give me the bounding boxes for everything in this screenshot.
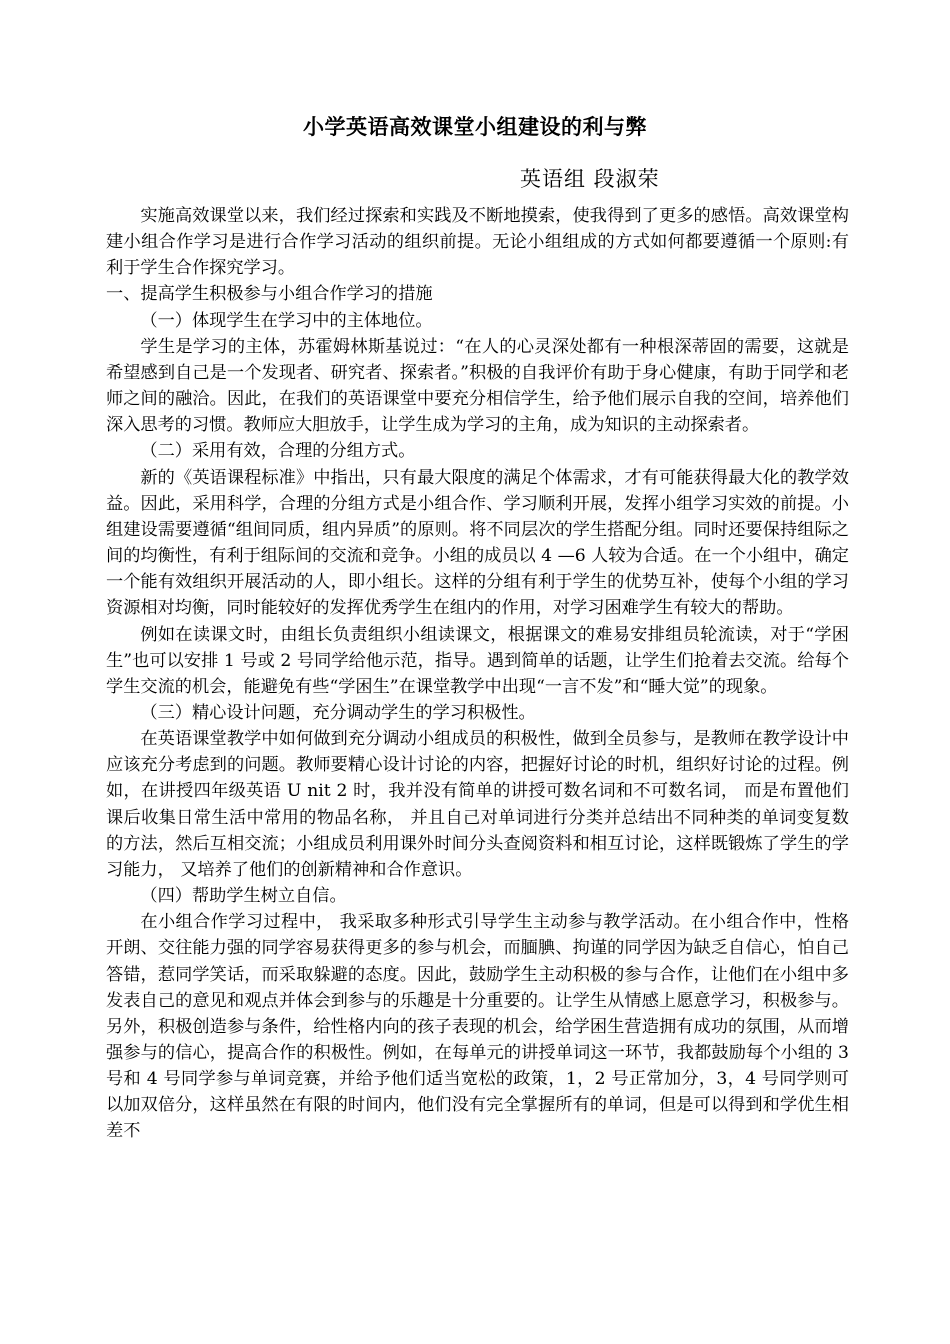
- document-body: [106, 203, 849, 1145]
- paragraph-4: 在小组合作学习过程中， 我采取多种形式引导学生主动参与教学活动。在小组合作中，性格开朗、交往能力强的同学容易获得更多的参与机会，而腼腆、拘谨的同学因为缺乏自信心，怕自己答错，惹同学笑话，而采取躲避的态度。因此，鼓励学生主动积极的参与合作，让他们在小组中多发表自己的意见和观点并体会到参与的乐趣是十分重要的。让学生从情感上愿意学习，积极参与。另外，积极创造参与条件，给性格内向的孩子表现的机会，给学困生营造拥有成功的氛围，从而增强参与的信心，提高合作的积极性。例如，在每单元的讲授单词这一环节，我都鼓励每个小组的 3 号和 4 号同学参与单词竞赛，并给予他们适当宽松的政策，1，2 号正常加分，3，4 号同学则可以加双倍分，这样虽然在有限的时间内，他们没有完全掌握所有的单词，但是可以得到和学优生相差不: [106, 912, 849, 1142]
- paragraph-2-example: 例如在读课文时，由组长负责组织小组读课文，根据课文的难易安排组员轮流读，对于“学困生”也可以安排 1 号或 2 号同学给他示范，指导。遇到简单的话题，让学生们抢着去交流。给每个学生交流的机会，能避免有些“学困生”在课堂教学中出现“一言不发”和“睡大觉”的现象。: [106, 624, 849, 697]
- document-author: 英语组 段淑荣: [520, 167, 660, 191]
- paragraph-3: 在英语课堂教学中如何做到充分调动小组成员的积极性，做到全员参与，是教师在教学设计中应该充分考虑到的问题。教师要精心设计讨论的内容，把握好讨论的时机，组织好讨论的过程。例如，在讲授四年级英语 U nit 2 时，我并没有简单的讲授可数名词和不可数名词， 而是布置他们课后收集日常生活中常用的物品名称， 并且自己对单词进行分类并总结出不同种类的单词变复数的方法，然后互相交流；小组成员利用课外时间分头查阅资料和相互讨论，这样既锻炼了学生的学习能力， 又培养了他们的创新精神和合作意识。: [106, 729, 849, 880]
- subheading-2: （二）采用有效，合理的分组方式。: [140, 441, 416, 462]
- document-title: 小学英语高效课堂小组建设的利与弊: [303, 114, 647, 139]
- paragraph-intro: 实施高效课堂以来，我们经过探索和实践及不断地摸索，使我得到了更多的感悟。高效课堂构建小组合作学习是进行合作学习活动的组织前提。无论小组组成的方式如何都要遵循一个原则:有利于学生合作探究学习。: [106, 206, 849, 279]
- paragraph-1: 学生是学习的主体，苏霍姆林斯基说过：“在人的心灵深处都有一种根深蒂固的需要，这就是希望感到自己是一个发现者、研究者、探索者。”积极的自我评价有助于身心健康，有助于同学和老师之间的融洽。因此，在我们的英语课堂中要充分相信学生，给予他们展示自我的空间，培养他们深入思考的习惯。教师应大胆放手，让学生成为学习的主角，成为知识的主动探索者。: [106, 336, 849, 436]
- subheading-3: （三）精心设计问题，充分调动学生的学习积极性。: [140, 702, 536, 723]
- subheading-1: （一）体现学生在学习中的主体地位。: [140, 310, 433, 331]
- section-heading-1: 一、提高学生积极参与小组合作学习的措施: [106, 284, 433, 305]
- subheading-4: （四）帮助学生树立自信。: [140, 886, 347, 907]
- paragraph-2: 新的《英语课程标准》中指出，只有最大限度的满足个体需求，才有可能获得最大化的教学效益。因此，采用科学，合理的分组方式是小组合作、学习顺利开展，发挥小组学习实效的前提。小组建设需要遵循“组间同质，组内异质”的原则。将不同层次的学生搭配分组。同时还要保持组际之间的均衡性，有利于组际间的交流和竞争。小组的成员以 4 —6 人较为合适。在一个小组中，确定一个能有效组织开展活动的人，即小组长。这样的分组有利于学生的优势互补，使每个小组的学习资源相对均衡，同时能较好的发挥优秀学生在组内的作用，对学习困难学生有较大的帮助。: [106, 467, 849, 619]
